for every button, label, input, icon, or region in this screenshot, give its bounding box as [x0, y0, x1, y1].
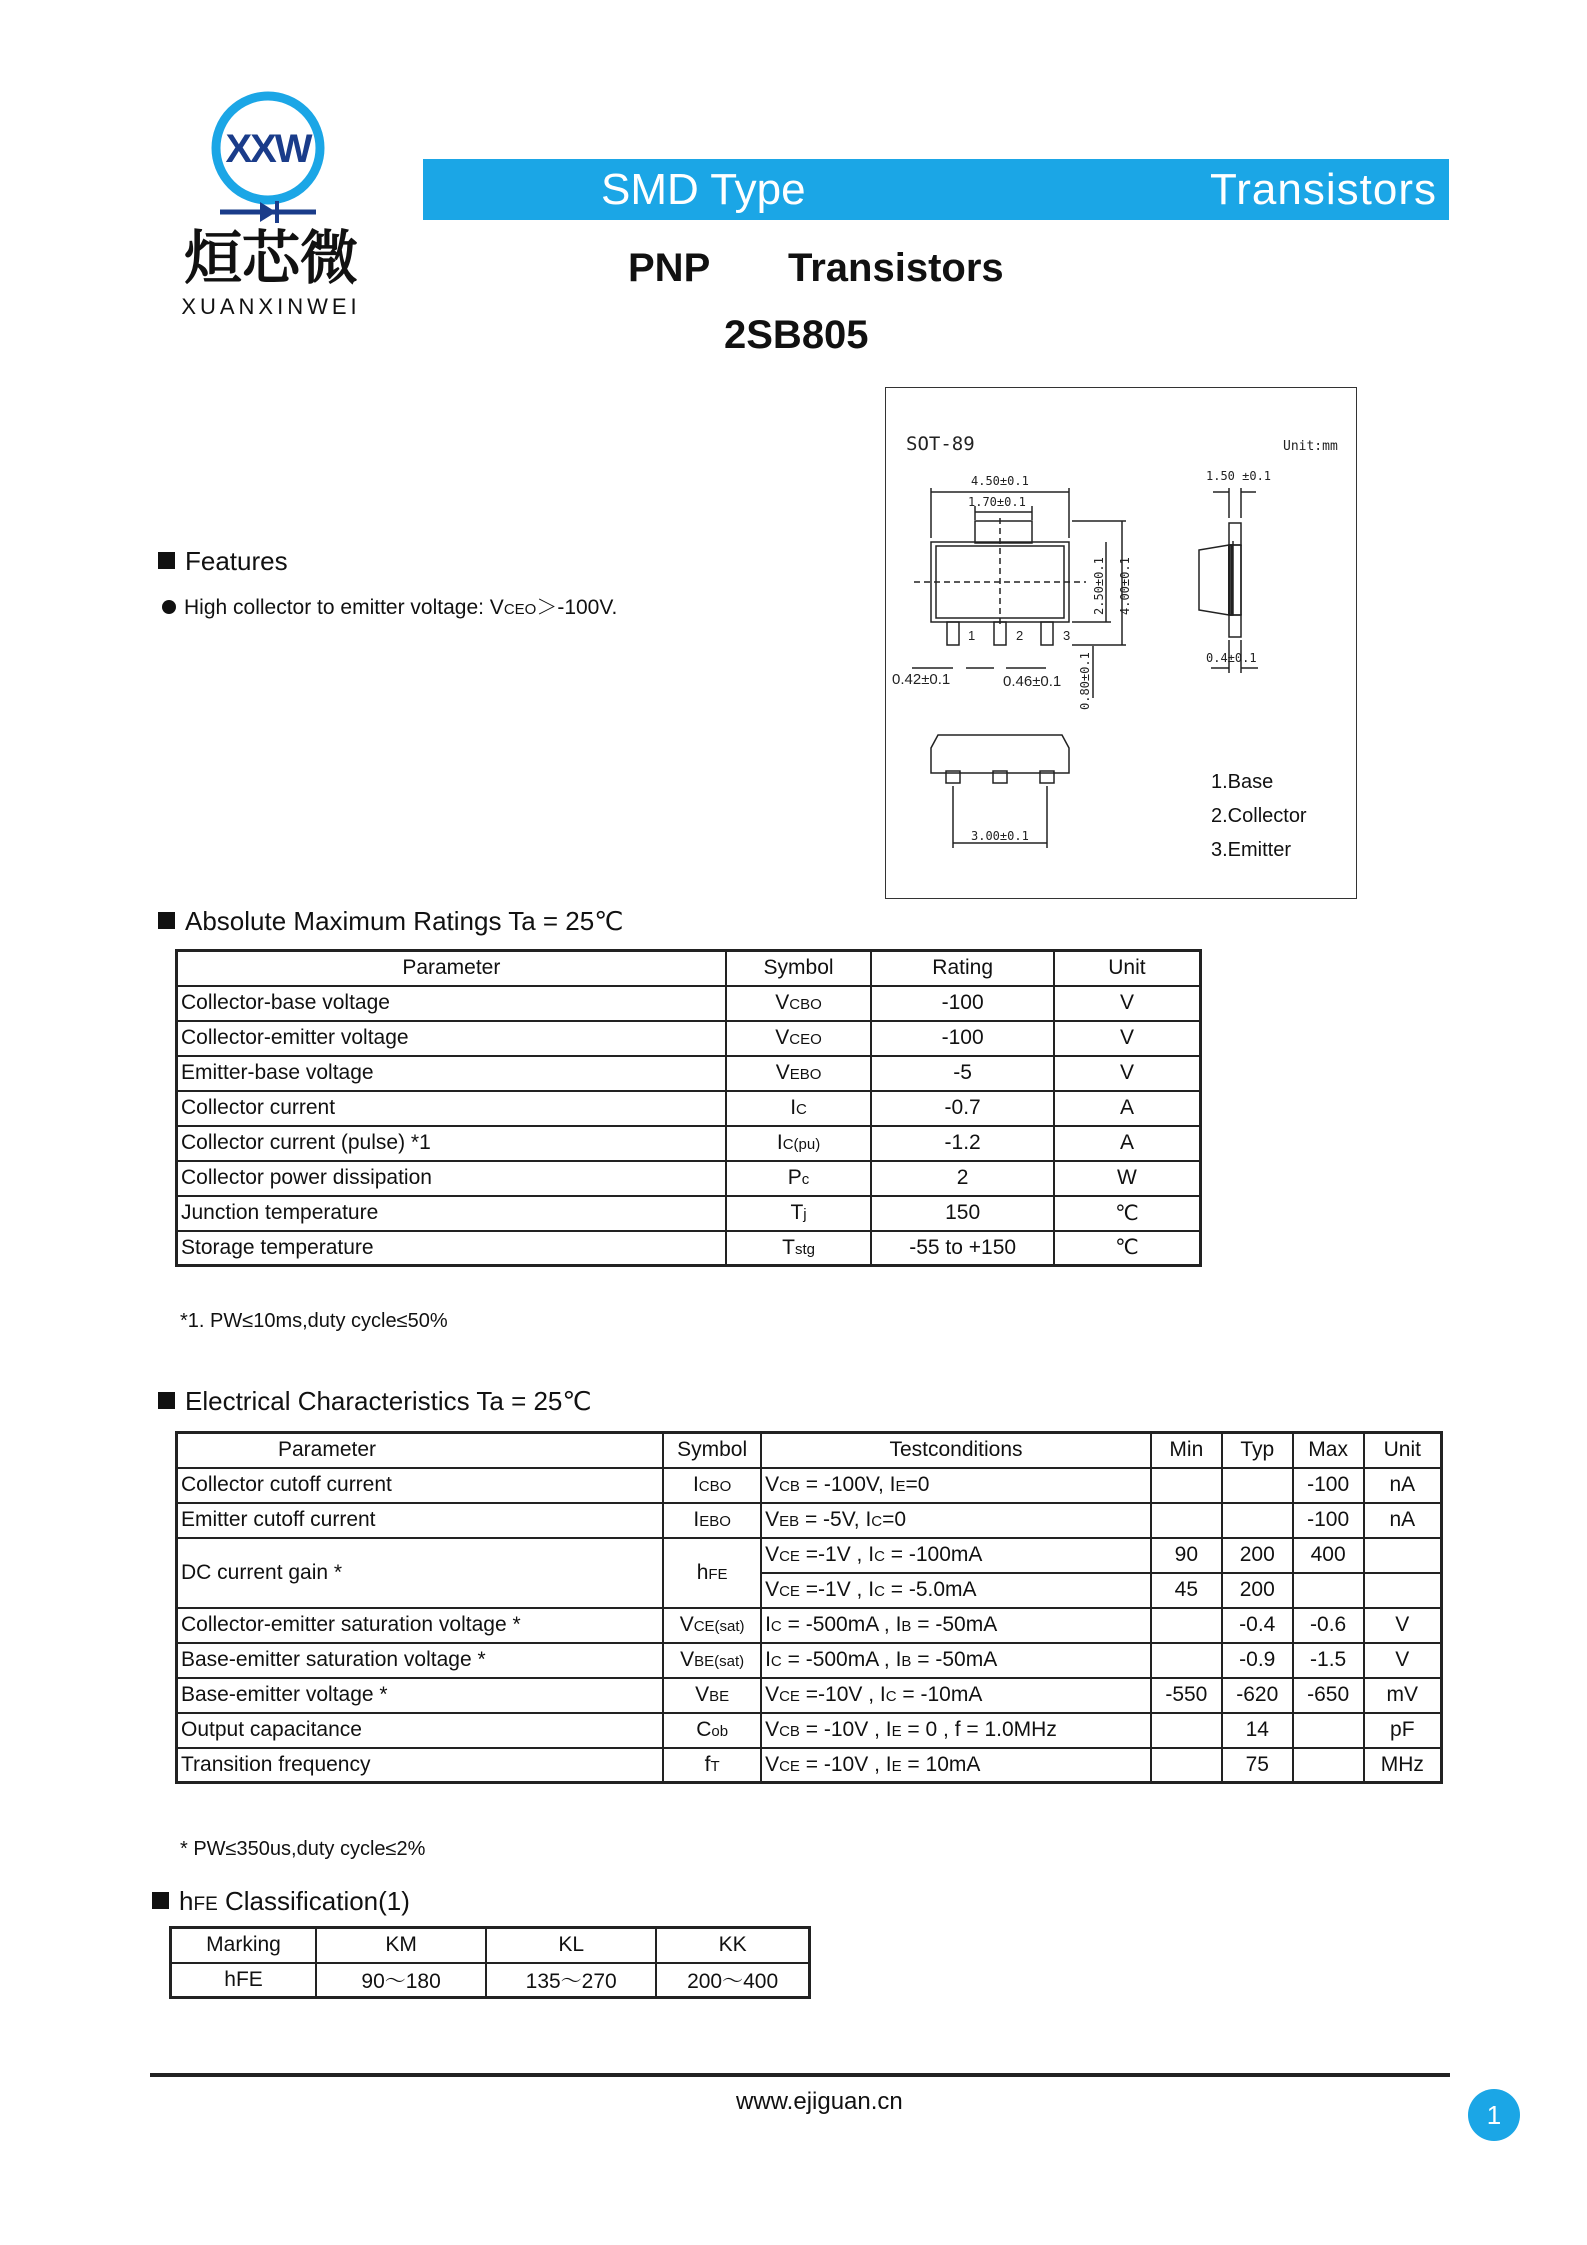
symbol-cell — [663, 1608, 761, 1643]
symbol-cell — [663, 1713, 761, 1748]
condition-sub: CB — [779, 1478, 800, 1495]
condition-cell — [761, 1713, 1151, 1748]
condition-cell — [761, 1643, 1151, 1678]
part-number: 2SB805 — [724, 313, 869, 357]
symbol-cell — [726, 1126, 872, 1161]
table-row — [177, 1503, 1442, 1538]
unit-cell: ℃ — [1054, 1196, 1201, 1231]
hfe-marking-row — [171, 1928, 810, 1963]
condition-var: V — [765, 1473, 780, 1496]
min-cell — [1151, 1643, 1222, 1678]
elec-header-row — [177, 1433, 1442, 1468]
table-row — [177, 1748, 1442, 1783]
param-cell: Collector-emitter saturation voltage * — [177, 1608, 664, 1643]
symbol-main: V — [775, 1026, 790, 1049]
square-bullet-icon — [158, 552, 175, 569]
symbol-subscript: j — [803, 1206, 807, 1223]
abs-max-heading-text: Absolute Maximum Ratings Ta = 25℃ — [185, 906, 624, 936]
condition-sub: CE — [779, 1757, 800, 1775]
min-cell — [1151, 1713, 1222, 1748]
param-cell: Collector-base voltage — [177, 986, 726, 1021]
unit-cell: pF — [1364, 1713, 1442, 1748]
unit-cell: nA — [1364, 1468, 1442, 1503]
dim-0-80: 0.80±0.1 — [1078, 652, 1092, 710]
brand-logo — [158, 82, 398, 322]
condition-text: = -10mA — [896, 1683, 983, 1706]
footer-divider — [150, 2073, 1450, 2077]
condition-text: = -50mA — [911, 1613, 998, 1636]
symbol-cell — [663, 1503, 761, 1538]
condition-sub: B — [901, 1653, 912, 1670]
unit-cell: V — [1364, 1643, 1442, 1678]
condition-text: = 0 , f = 1.0MHz — [901, 1718, 1057, 1741]
param-cell: Transition frequency — [177, 1748, 664, 1783]
symbol-main: T — [790, 1201, 804, 1224]
condition-sub: CE — [779, 1583, 800, 1600]
symbol-cell — [663, 1468, 761, 1503]
symbol-main: I — [693, 1508, 700, 1531]
table-row — [177, 1056, 1201, 1091]
condition-text: = -10V , I — [799, 1718, 892, 1741]
rating-cell: -0.7 — [871, 1091, 1054, 1126]
param-cell: Junction temperature — [177, 1196, 726, 1231]
logo-abbr: XXW — [225, 127, 311, 171]
table-row — [177, 1643, 1442, 1678]
condition-text: = -5.0mA — [884, 1578, 977, 1601]
condition-cell — [761, 1468, 1151, 1503]
typ-cell — [1222, 1468, 1293, 1503]
symbol-main: P — [787, 1166, 802, 1189]
title-pnp: PNP — [628, 246, 711, 290]
symbol-cell — [663, 1748, 761, 1783]
square-bullet-icon — [152, 1892, 169, 1909]
symbol-main: h — [696, 1560, 709, 1584]
typ-cell — [1222, 1503, 1293, 1538]
unit-cell: V — [1054, 1056, 1201, 1091]
pin-legend-emitter: 3.Emitter — [1211, 839, 1292, 861]
symbol-main: I — [692, 1473, 699, 1496]
condition-var: V — [765, 1578, 780, 1601]
elec-col-header: Symbol — [663, 1433, 761, 1468]
elec-col-header: Unit — [1364, 1433, 1442, 1468]
param-cell: Output capacitance — [177, 1713, 664, 1748]
table-row — [177, 1126, 1201, 1161]
symbol-subscript: ob — [711, 1723, 729, 1740]
param-cell: Collector current — [177, 1091, 726, 1126]
typ-cell: -0.9 — [1222, 1643, 1293, 1678]
hfe-cell: hFE — [171, 1963, 317, 1998]
rating-cell: -5 — [871, 1056, 1054, 1091]
table-row — [177, 1231, 1201, 1266]
hfe-range-row — [171, 1963, 810, 1998]
rating-cell: 150 — [871, 1196, 1054, 1231]
param-cell: Storage temperature — [177, 1231, 726, 1266]
condition-var: V — [765, 1718, 780, 1741]
symbol-subscript: C(pu) — [782, 1136, 821, 1153]
hfe-heading-h: h — [179, 1886, 194, 1916]
min-cell — [1151, 1608, 1222, 1643]
hfe-heading-sub: FE — [193, 1894, 218, 1915]
table-row — [177, 986, 1201, 1021]
package-drawing — [885, 387, 1357, 899]
symbol-subscript: CBO — [789, 996, 822, 1013]
symbol-main: V — [695, 1683, 710, 1706]
hfe-cell: KL — [486, 1928, 656, 1963]
elec-col-header: Min — [1151, 1433, 1222, 1468]
condition-sub: CE — [779, 1688, 800, 1705]
elec-col-header: Parameter — [177, 1433, 664, 1468]
square-bullet-icon — [158, 1392, 175, 1409]
abs-max-col-header: Parameter — [177, 951, 726, 986]
elec-heading — [158, 1386, 592, 1417]
logo-cn-name: 烜芯微 — [183, 224, 359, 292]
condition-text: =0 — [882, 1508, 907, 1531]
feature-text-post: ＞-100V. — [536, 596, 618, 619]
condition-text: = 10mA — [901, 1752, 981, 1776]
dim-3-00: 3.00±0.1 — [971, 829, 1029, 843]
package-name: SOT-89 — [906, 433, 975, 455]
condition-var: I — [765, 1613, 771, 1636]
pin-legend-collector: 2.Collector — [1211, 805, 1307, 827]
param-cell: DC current gain * — [177, 1538, 664, 1608]
symbol-subscript: c — [801, 1171, 810, 1188]
param-cell: Collector power dissipation — [177, 1161, 726, 1196]
banner-transistors: Transistors — [1210, 165, 1437, 214]
max-cell — [1293, 1573, 1364, 1608]
feature-text-sub: CEO — [503, 601, 537, 618]
max-cell: -100 — [1293, 1468, 1364, 1503]
condition-text: = -100V, I — [799, 1473, 896, 1496]
table-row — [177, 1021, 1201, 1056]
symbol-cell — [663, 1538, 761, 1608]
param-cell: Emitter cutoff current — [177, 1503, 664, 1538]
pin-number-2: 2 — [1016, 628, 1024, 643]
page-number-badge: 1 — [1468, 2089, 1520, 2141]
condition-cell — [761, 1503, 1151, 1538]
min-cell: -550 — [1151, 1678, 1222, 1713]
condition-cell — [761, 1608, 1151, 1643]
abs-max-col-header: Symbol — [726, 951, 872, 986]
hfe-cell: KM — [316, 1928, 486, 1963]
param-cell: Emitter-base voltage — [177, 1056, 726, 1091]
dim-4-00: 4.00±0.1 — [1118, 557, 1132, 615]
circle-bullet-icon — [162, 600, 176, 614]
condition-sub: C — [871, 1513, 883, 1530]
condition-var: V — [765, 1543, 780, 1566]
elec-char-table — [175, 1431, 1443, 1784]
table-row — [177, 1608, 1442, 1643]
hfe-cell: 135～270 — [486, 1963, 656, 1998]
symbol-main: V — [775, 1061, 790, 1084]
pin-legend-base: 1.Base — [1211, 771, 1274, 793]
condition-cell — [761, 1748, 1151, 1783]
condition-text: = -5V, I — [799, 1508, 872, 1531]
unit-cell: W — [1054, 1161, 1201, 1196]
unit-cell: mV — [1364, 1678, 1442, 1713]
max-cell: 400 — [1293, 1538, 1364, 1573]
abs-max-col-header: Rating — [871, 951, 1054, 986]
symbol-main: I — [790, 1096, 797, 1119]
square-bullet-icon — [158, 912, 175, 929]
features-heading-text: Features — [185, 546, 288, 576]
condition-sub: E — [891, 1757, 902, 1775]
symbol-main: V — [775, 991, 790, 1014]
hfe-heading-rest: Classification(1) — [217, 1886, 410, 1916]
condition-text: = -50mA — [911, 1648, 998, 1671]
feature-item — [162, 591, 617, 621]
condition-sub: C — [874, 1548, 885, 1565]
condition-text: =-1V , I — [799, 1578, 875, 1601]
table-row — [177, 1161, 1201, 1196]
max-cell: -0.6 — [1293, 1608, 1364, 1643]
typ-cell: 200 — [1222, 1538, 1293, 1573]
feature-text: High collector to emitter voltage: V — [184, 596, 504, 619]
unit-cell — [1364, 1573, 1442, 1608]
abs-max-table — [175, 949, 1202, 1267]
dim-0-4: 0.4±0.1 — [1206, 651, 1257, 665]
dim-1-50: 1.50 ±0.1 — [1206, 469, 1272, 483]
condition-text: =0 — [905, 1473, 930, 1496]
condition-text: =-10V , I — [799, 1683, 886, 1706]
hfe-heading — [152, 1886, 410, 1917]
min-cell — [1151, 1503, 1222, 1538]
condition-cell — [761, 1678, 1151, 1713]
hfe-table — [169, 1926, 811, 1999]
param-cell: Base-emitter saturation voltage * — [177, 1643, 664, 1678]
max-cell: -100 — [1293, 1503, 1364, 1538]
rating-cell: -100 — [871, 1021, 1054, 1056]
min-cell — [1151, 1748, 1222, 1783]
elec-col-header: Testconditions — [761, 1433, 1151, 1468]
condition-sub: CE — [779, 1548, 800, 1565]
abs-max-note: *1. PW≤10ms,duty cycle≤50% — [180, 1310, 448, 1332]
symbol-cell — [726, 1161, 872, 1196]
condition-text: = -500mA , I — [781, 1648, 902, 1671]
unit-cell: MHz — [1364, 1748, 1442, 1783]
elec-col-header: Max — [1293, 1433, 1364, 1468]
symbol-subscript: T — [710, 1757, 720, 1775]
condition-text: = -10V , I — [799, 1752, 892, 1776]
condition-var: V — [765, 1752, 780, 1776]
condition-text: = -500mA , I — [781, 1613, 902, 1636]
table-row — [177, 1468, 1442, 1503]
max-cell — [1293, 1713, 1364, 1748]
symbol-subscript: EBO — [789, 1066, 822, 1083]
param-cell: Collector current (pulse) *1 — [177, 1126, 726, 1161]
dim-0-42: 0.42±0.1 — [892, 671, 951, 688]
param-cell: Base-emitter voltage * — [177, 1678, 664, 1713]
min-cell — [1151, 1468, 1222, 1503]
unit-cell: A — [1054, 1126, 1201, 1161]
typ-cell: 14 — [1222, 1713, 1293, 1748]
hfe-cell: KK — [656, 1928, 809, 1963]
symbol-cell — [726, 1021, 872, 1056]
condition-var: V — [765, 1683, 780, 1706]
condition-sub: EB — [779, 1513, 800, 1530]
elec-col-header: Typ — [1222, 1433, 1293, 1468]
symbol-cell — [726, 1056, 872, 1091]
condition-var: I — [765, 1648, 771, 1671]
symbol-cell — [726, 986, 872, 1021]
condition-sub: C — [770, 1653, 782, 1670]
condition-text: = -100mA — [884, 1543, 983, 1566]
features-heading — [158, 546, 288, 577]
condition-cell — [761, 1573, 1151, 1608]
logo-en-name: XUANXINWEI — [181, 294, 361, 319]
min-cell: 45 — [1151, 1573, 1222, 1608]
param-cell: Collector cutoff current — [177, 1468, 664, 1503]
unit-cell: ℃ — [1054, 1231, 1201, 1266]
symbol-main: I — [776, 1131, 783, 1154]
hfe-cell: 200～400 — [656, 1963, 809, 1998]
condition-sub: E — [895, 1478, 906, 1495]
pin-legend — [1211, 765, 1307, 867]
unit-cell: nA — [1364, 1503, 1442, 1538]
dim-2-50: 2.50±0.1 — [1092, 557, 1106, 615]
symbol-main: C — [696, 1718, 712, 1741]
symbol-subscript: CEO — [789, 1031, 822, 1048]
max-cell — [1293, 1748, 1364, 1783]
dim-0-46: 0.46±0.1 — [1003, 673, 1062, 690]
max-cell: -650 — [1293, 1678, 1364, 1713]
condition-sub: C — [874, 1583, 885, 1600]
symbol-cell — [726, 1091, 872, 1126]
unit-cell: V — [1054, 1021, 1201, 1056]
rating-cell: -100 — [871, 986, 1054, 1021]
symbol-subscript: C — [796, 1101, 807, 1118]
rating-cell: 2 — [871, 1161, 1054, 1196]
symbol-cell — [663, 1678, 761, 1713]
max-cell: -1.5 — [1293, 1643, 1364, 1678]
dim-1-70: 1.70±0.1 — [968, 495, 1026, 509]
symbol-subscript: CE(sat) — [693, 1618, 745, 1635]
symbol-subscript: BE — [709, 1688, 730, 1705]
typ-cell: -0.4 — [1222, 1608, 1293, 1643]
typ-cell: -620 — [1222, 1678, 1293, 1713]
typ-cell: 75 — [1222, 1748, 1293, 1783]
unit-cell: A — [1054, 1091, 1201, 1126]
pin-number-1: 1 — [968, 628, 976, 643]
elec-note: * PW≤350us,duty cycle≤2% — [180, 1838, 426, 1860]
symbol-subscript: CBO — [698, 1478, 732, 1495]
condition-sub: CB — [779, 1723, 800, 1740]
unit-cell: V — [1364, 1608, 1442, 1643]
footer-website-link[interactable]: www.ejiguan.cn — [736, 2088, 903, 2115]
rating-cell: -1.2 — [871, 1126, 1054, 1161]
symbol-main: V — [680, 1648, 695, 1671]
condition-sub: B — [901, 1618, 912, 1635]
abs-max-header-row — [177, 951, 1201, 986]
min-cell: 90 — [1151, 1538, 1222, 1573]
table-row — [177, 1091, 1201, 1126]
param-cell: Collector-emitter voltage — [177, 1021, 726, 1056]
table-row — [177, 1713, 1442, 1748]
condition-text: =-1V , I — [799, 1543, 875, 1566]
table-row — [177, 1678, 1442, 1713]
unit-cell: V — [1054, 986, 1201, 1021]
symbol-cell — [663, 1643, 761, 1678]
typ-cell: 200 — [1222, 1573, 1293, 1608]
pin-number-3: 3 — [1063, 628, 1071, 643]
symbol-subscript: BE(sat) — [694, 1653, 745, 1670]
unit-cell — [1364, 1538, 1442, 1573]
rating-cell: -55 to +150 — [871, 1231, 1054, 1266]
elec-heading-text: Electrical Characteristics Ta = 25℃ — [185, 1386, 592, 1416]
symbol-main: T — [782, 1235, 795, 1259]
symbol-main: V — [679, 1613, 694, 1636]
abs-max-heading — [158, 906, 623, 937]
symbol-subscript: FE — [708, 1565, 728, 1583]
symbol-subscript: stg — [794, 1240, 815, 1258]
title-transistors: Transistors — [788, 246, 1004, 290]
condition-cell — [761, 1538, 1151, 1573]
hfe-cell: Marking — [171, 1928, 317, 1963]
condition-sub: E — [891, 1723, 902, 1740]
condition-var: V — [765, 1508, 780, 1531]
header-banner — [423, 159, 1449, 220]
abs-max-col-header: Unit — [1054, 951, 1201, 986]
table-row — [177, 1538, 1442, 1573]
table-row — [177, 1196, 1201, 1231]
symbol-main: f — [704, 1752, 711, 1776]
condition-sub: C — [885, 1688, 897, 1705]
symbol-subscript: EBO — [699, 1513, 731, 1530]
symbol-cell — [726, 1231, 872, 1266]
package-unit: Unit:mm — [1283, 439, 1338, 454]
banner-smd-type: SMD Type — [601, 165, 806, 214]
condition-sub: C — [770, 1618, 782, 1635]
dim-4-50: 4.50±0.1 — [971, 474, 1029, 488]
hfe-cell: 90～180 — [316, 1963, 486, 1998]
symbol-cell — [726, 1196, 872, 1231]
